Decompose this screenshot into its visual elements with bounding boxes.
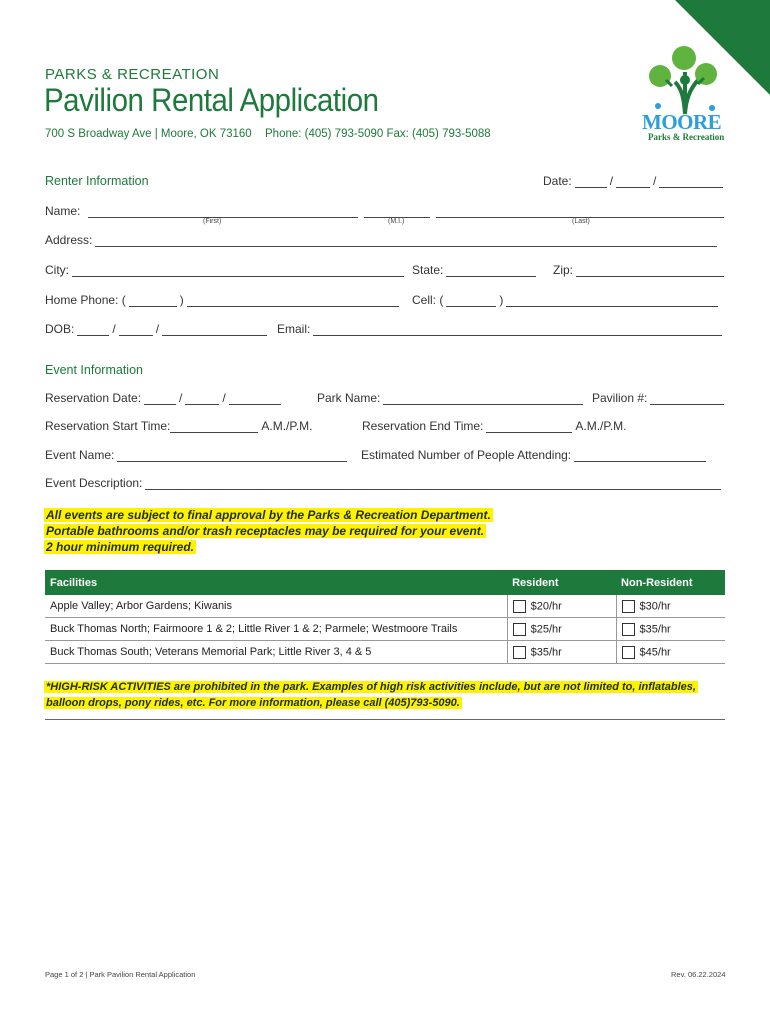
pavilion-label: Pavilion #:: [592, 391, 648, 405]
non-resident-option[interactable]: [616, 618, 725, 641]
notice-line-2: Portable bathrooms and/or trash receptacles may be required for your event.: [46, 524, 485, 538]
state-field[interactable]: [412, 263, 539, 277]
attendance-label: Estimated Number of People Attending:: [361, 448, 572, 462]
tree-logo-icon: [640, 44, 730, 116]
address-label: Address:: [45, 233, 93, 247]
renter-section-heading: Renter Information: [45, 174, 149, 188]
mi-hint: (M.I.): [388, 218, 405, 225]
cell-field[interactable]: Cell: ( ): [412, 293, 718, 307]
resident-header: Resident: [507, 570, 616, 595]
approval-notice: [44, 507, 493, 555]
page-title: Pavilion Rental Application: [44, 82, 379, 118]
name-label: Name:: [45, 204, 81, 218]
non-resident-option[interactable]: [616, 641, 725, 664]
table-row: [45, 618, 725, 641]
high-risk-warning: [44, 679, 698, 711]
resident-option[interactable]: [507, 595, 616, 618]
resident-rate: $35/hr: [530, 645, 562, 658]
event-name-field[interactable]: [45, 448, 350, 462]
resident-rate: $20/hr: [530, 599, 562, 612]
warning-line-1: *HIGH-RISK ACTIVITIES are prohibited in the park. Examples of high risk activities include, but are not limited to, inflatables,: [46, 681, 696, 693]
date-label: Date:: [543, 174, 572, 188]
end-time-label: Reservation End Time:: [362, 419, 484, 433]
header-kicker: PARKS & RECREATION: [45, 66, 220, 83]
state-label: State:: [412, 263, 444, 277]
resident-option[interactable]: [507, 641, 616, 664]
non-resident-checkbox[interactable]: [622, 600, 635, 613]
table-row: [45, 595, 725, 618]
warning-line-2: balloon drops, pony rides, etc. For more information, please call (405)793-5090.: [46, 697, 460, 709]
resident-option[interactable]: [507, 618, 616, 641]
city-label: City:: [45, 263, 69, 277]
divider: [45, 719, 725, 720]
first-name-hint: (First): [203, 218, 222, 225]
resident-checkbox[interactable]: [513, 646, 526, 659]
header-address: 700 S Broadway Ave | Moore, OK 73160: [45, 128, 252, 140]
event-description-field[interactable]: [45, 476, 721, 490]
non-resident-rate: $35/hr: [639, 622, 671, 635]
table-row: [45, 641, 725, 664]
resident-checkbox[interactable]: [513, 623, 526, 636]
dob-field[interactable]: DOB: / /: [45, 322, 270, 336]
event-name-label: Event Name:: [45, 448, 115, 462]
start-time-field[interactable]: [45, 419, 313, 433]
email-label: Email:: [277, 322, 311, 336]
address-field[interactable]: [45, 233, 717, 247]
logo-wordmark: MOORE: [642, 110, 722, 134]
city-field[interactable]: [45, 263, 407, 277]
logo-subtitle: Parks & Recreation: [648, 132, 725, 142]
last-name-hint: (Last): [572, 218, 590, 225]
non-resident-header: Non-Resident: [616, 570, 725, 595]
attendance-field[interactable]: [361, 448, 706, 462]
non-resident-rate: $30/hr: [639, 599, 671, 612]
footer-page-info: Page 1 of 2 | Park Pavilion Rental Application: [45, 970, 196, 979]
home-phone-label: Home Phone: (: [45, 293, 126, 307]
date-field[interactable]: Date: / /: [543, 174, 723, 188]
end-ampm: A.M./P.M.: [575, 419, 627, 433]
non-resident-checkbox[interactable]: [622, 646, 635, 659]
cell-label: Cell: (: [412, 293, 444, 307]
reservation-date-label: Reservation Date:: [45, 391, 142, 405]
reservation-date-field[interactable]: Reservation Date: / /: [45, 391, 284, 405]
non-resident-checkbox[interactable]: [622, 623, 635, 636]
event-description-label: Event Description:: [45, 476, 143, 490]
facilities-header: Facilities: [45, 570, 507, 595]
moore-logo: [640, 44, 730, 144]
resident-checkbox[interactable]: [513, 600, 526, 613]
park-name-field[interactable]: [317, 391, 586, 405]
pavilion-field[interactable]: [592, 391, 724, 405]
facility-name: Buck Thomas North; Fairmoore 1 & 2; Little River 1 & 2; Parmele; Westmoore Trails: [45, 618, 507, 641]
start-time-label: Reservation Start Time:: [45, 419, 171, 433]
event-section-heading: Event Information: [45, 363, 143, 377]
zip-label: Zip:: [553, 263, 574, 277]
end-time-field[interactable]: [362, 419, 627, 433]
non-resident-option[interactable]: [616, 595, 725, 618]
park-name-label: Park Name:: [317, 391, 381, 405]
facilities-header-row: [45, 570, 725, 595]
email-field[interactable]: [277, 322, 722, 336]
name-field[interactable]: [45, 204, 724, 218]
start-ampm: A.M./P.M.: [261, 419, 313, 433]
notice-line-3: 2 hour minimum required.: [46, 540, 195, 554]
home-phone-field[interactable]: Home Phone: ( ): [45, 293, 402, 307]
footer-revision: Rev. 06.22.2024: [671, 970, 726, 979]
non-resident-rate: $45/hr: [639, 645, 671, 658]
facilities-table: [45, 570, 725, 664]
facility-name: Buck Thomas South; Veterans Memorial Park; Little River 3, 4 & 5: [45, 641, 507, 664]
resident-rate: $25/hr: [530, 622, 562, 635]
header-phone: Phone: (405) 793-5090 Fax: (405) 793-5088: [265, 128, 491, 140]
dob-label: DOB:: [45, 322, 75, 336]
zip-field[interactable]: [553, 263, 724, 277]
notice-line-1: All events are subject to final approval by the Parks & Recreation Department.: [46, 508, 491, 522]
facility-name: Apple Valley; Arbor Gardens; Kiwanis: [45, 595, 507, 618]
